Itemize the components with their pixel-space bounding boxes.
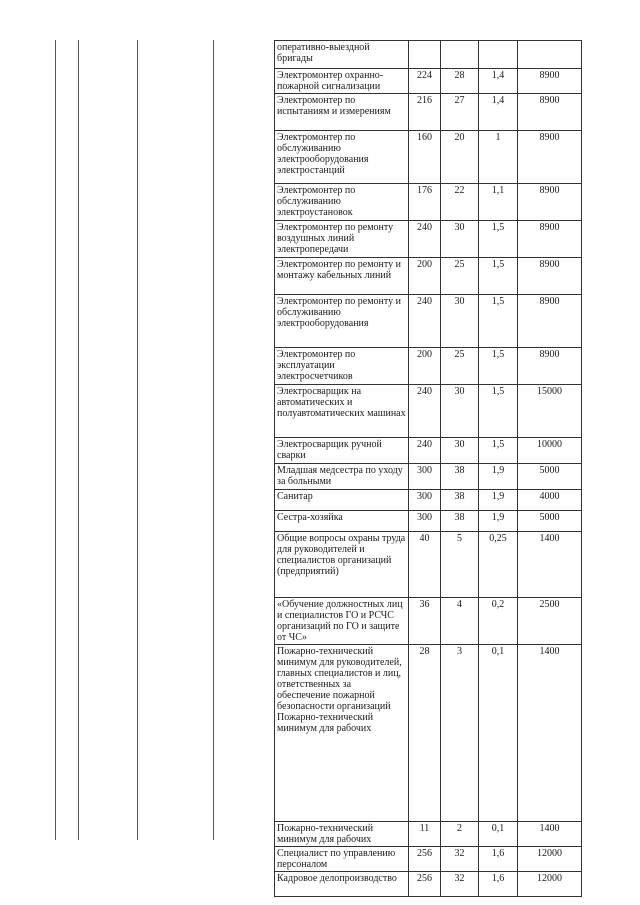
cell-hours bbox=[409, 41, 441, 69]
cell-months: 1,4 bbox=[479, 69, 518, 94]
cell-price: 12000 bbox=[518, 872, 582, 897]
cell-months: 1,5 bbox=[479, 385, 518, 438]
table-row bbox=[275, 184, 582, 221]
cell-months: 1,5 bbox=[479, 438, 518, 464]
cell-price bbox=[518, 41, 582, 69]
cell-name: Электромонтер по обслуживанию электрооборудования электростанций bbox=[275, 131, 409, 184]
cell-name: оперативно-выездной бригады bbox=[275, 41, 409, 69]
cell-hours: 300 bbox=[409, 490, 441, 511]
left-column-line bbox=[213, 40, 214, 840]
cell-name: Электромонтер по обслуживанию электроустановок bbox=[275, 184, 409, 221]
cell-months: 1,9 bbox=[479, 464, 518, 490]
table-row bbox=[275, 69, 582, 94]
table-row bbox=[275, 348, 582, 385]
cell-months: 1,6 bbox=[479, 872, 518, 897]
cell-price: 8900 bbox=[518, 221, 582, 258]
left-column-line bbox=[78, 40, 79, 840]
cell-price: 1400 bbox=[518, 822, 582, 847]
table-row bbox=[275, 872, 582, 897]
cell-hours: 240 bbox=[409, 295, 441, 348]
cell-price: 1400 bbox=[518, 645, 582, 822]
cell-name: Кадровое делопроизводство bbox=[275, 872, 409, 897]
cell-months: 1,5 bbox=[479, 348, 518, 385]
cell-hours: 36 bbox=[409, 598, 441, 645]
cell-hours: 200 bbox=[409, 348, 441, 385]
cell-days: 32 bbox=[441, 872, 479, 897]
cell-name: Электромонтер по ремонту и монтажу кабельных линий bbox=[275, 258, 409, 295]
cell-hours: 256 bbox=[409, 847, 441, 872]
cell-hours: 300 bbox=[409, 511, 441, 532]
left-column-line bbox=[55, 40, 56, 840]
cell-name: Электромонтер охранно-пожарной сигнализации bbox=[275, 69, 409, 94]
table-row bbox=[275, 385, 582, 438]
cell-price: 8900 bbox=[518, 94, 582, 131]
cell-months: 1,5 bbox=[479, 258, 518, 295]
cell-price: 5000 bbox=[518, 464, 582, 490]
table-row bbox=[275, 464, 582, 490]
table-body bbox=[275, 41, 582, 897]
cell-hours: 240 bbox=[409, 438, 441, 464]
cell-price: 2500 bbox=[518, 598, 582, 645]
cell-months: 0,1 bbox=[479, 645, 518, 822]
cell-months: 1,1 bbox=[479, 184, 518, 221]
cell-days: 5 bbox=[441, 532, 479, 598]
cell-days: 30 bbox=[441, 295, 479, 348]
table-row bbox=[275, 490, 582, 511]
cell-price: 15000 bbox=[518, 385, 582, 438]
cell-days: 30 bbox=[441, 438, 479, 464]
cell-months: 1,5 bbox=[479, 295, 518, 348]
cell-price: 8900 bbox=[518, 295, 582, 348]
table-row bbox=[275, 131, 582, 184]
table-row bbox=[275, 511, 582, 532]
table-row bbox=[275, 258, 582, 295]
cell-hours: 300 bbox=[409, 464, 441, 490]
cell-name: Электромонтер по ремонту и обслуживанию электрооборудования bbox=[275, 295, 409, 348]
cell-hours: 216 bbox=[409, 94, 441, 131]
cell-days bbox=[441, 41, 479, 69]
cell-months: 1,6 bbox=[479, 847, 518, 872]
cell-months bbox=[479, 41, 518, 69]
cell-days: 27 bbox=[441, 94, 479, 131]
cell-months: 1,5 bbox=[479, 221, 518, 258]
cell-days: 30 bbox=[441, 385, 479, 438]
cell-price: 5000 bbox=[518, 511, 582, 532]
cell-days: 3 bbox=[441, 645, 479, 822]
table-row bbox=[275, 532, 582, 598]
cell-months: 1,9 bbox=[479, 490, 518, 511]
cell-price: 8900 bbox=[518, 131, 582, 184]
cell-price: 1400 bbox=[518, 532, 582, 598]
cell-days: 30 bbox=[441, 221, 479, 258]
cell-days: 38 bbox=[441, 464, 479, 490]
cell-name: Специалист по управлению персоналом bbox=[275, 847, 409, 872]
cell-hours: 176 bbox=[409, 184, 441, 221]
table-row bbox=[275, 94, 582, 131]
cell-name: Сестра-хозяйка bbox=[275, 511, 409, 532]
cell-price: 10000 bbox=[518, 438, 582, 464]
cell-price: 8900 bbox=[518, 184, 582, 221]
cell-days: 38 bbox=[441, 490, 479, 511]
cell-days: 4 bbox=[441, 598, 479, 645]
cell-name: Младшая медсестра по уходу за больными bbox=[275, 464, 409, 490]
cell-hours: 240 bbox=[409, 221, 441, 258]
cell-days: 25 bbox=[441, 258, 479, 295]
cell-days: 28 bbox=[441, 69, 479, 94]
table-row bbox=[275, 645, 582, 822]
table-row bbox=[275, 847, 582, 872]
cell-price: 8900 bbox=[518, 69, 582, 94]
cell-name: Санитар bbox=[275, 490, 409, 511]
table-row bbox=[275, 438, 582, 464]
cell-price: 8900 bbox=[518, 258, 582, 295]
cell-name: Электросварщик ручной сварки bbox=[275, 438, 409, 464]
cell-name: Пожарно-технический минимум для рабочих bbox=[275, 822, 409, 847]
cell-months: 0,2 bbox=[479, 598, 518, 645]
cell-days: 25 bbox=[441, 348, 479, 385]
cell-name: Электромонтер по испытаниям и измерениям bbox=[275, 94, 409, 131]
cell-days: 38 bbox=[441, 511, 479, 532]
cell-price: 4000 bbox=[518, 490, 582, 511]
table-row bbox=[275, 598, 582, 645]
table-row bbox=[275, 822, 582, 847]
cell-months: 1 bbox=[479, 131, 518, 184]
cell-days: 32 bbox=[441, 847, 479, 872]
cell-price: 12000 bbox=[518, 847, 582, 872]
table-row bbox=[275, 295, 582, 348]
left-column-line bbox=[137, 40, 138, 840]
cell-months: 1,4 bbox=[479, 94, 518, 131]
cell-days: 22 bbox=[441, 184, 479, 221]
cell-hours: 160 bbox=[409, 131, 441, 184]
cell-hours: 11 bbox=[409, 822, 441, 847]
training-price-table bbox=[274, 40, 582, 897]
cell-name: Электромонтер по ремонту воздушных линий электропередачи bbox=[275, 221, 409, 258]
cell-name: «Обучение должностных лиц и специалистов ГО и РСЧС организаций по ГО и защите от ЧС» bbox=[275, 598, 409, 645]
cell-days: 20 bbox=[441, 131, 479, 184]
cell-name: Электромонтер по эксплуатации электросчетчиков bbox=[275, 348, 409, 385]
cell-months: 0,25 bbox=[479, 532, 518, 598]
cell-days: 2 bbox=[441, 822, 479, 847]
cell-hours: 200 bbox=[409, 258, 441, 295]
cell-price: 8900 bbox=[518, 348, 582, 385]
cell-months: 1,9 bbox=[479, 511, 518, 532]
cell-hours: 40 bbox=[409, 532, 441, 598]
table-row bbox=[275, 41, 582, 69]
cell-name: Общие вопросы охраны труда для руководителей и специалистов организаций (предприятий) bbox=[275, 532, 409, 598]
table-row bbox=[275, 221, 582, 258]
cell-hours: 224 bbox=[409, 69, 441, 94]
cell-hours: 28 bbox=[409, 645, 441, 822]
cell-hours: 256 bbox=[409, 872, 441, 897]
cell-months: 0,1 bbox=[479, 822, 518, 847]
cell-name: Электросварщик на автоматических и полуавтоматических машинах bbox=[275, 385, 409, 438]
cell-hours: 240 bbox=[409, 385, 441, 438]
cell-name: Пожарно-технический минимум для руководителей, главных специалистов и лиц, ответственных за обеспечение пожарной безопасности организаций Пожарно-технический минимум для рабочих bbox=[275, 645, 409, 822]
